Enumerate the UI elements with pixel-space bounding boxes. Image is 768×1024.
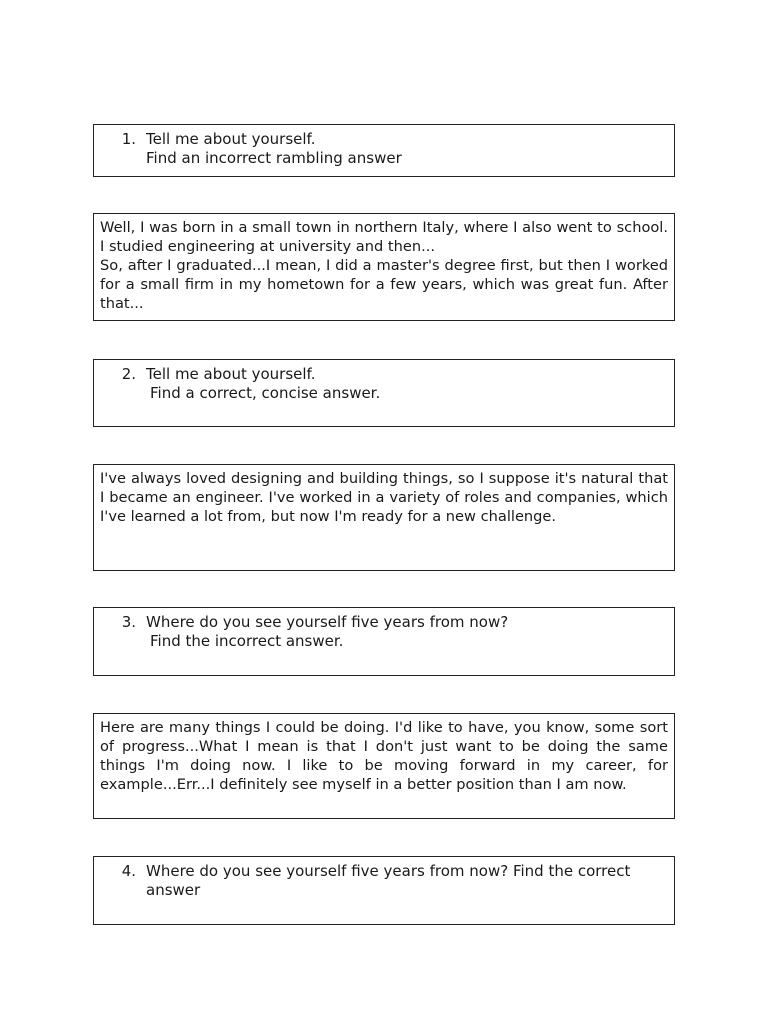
question-text: Tell me about yourself. — [146, 365, 316, 383]
answer-paragraph: Here are many things I could be doing. I'd like to have, you know, some sort of progress...What I mean is that I don't just want to be doing the same things I'm doing now. I like to be moving forward in my career, for example...Err...I definitely see myself in a better position than I am now. — [100, 719, 668, 793]
question-number: 1. — [121, 130, 136, 148]
answer-paragraph: Well, I was born in a small town in northern Italy, where I also went to school. I studied engineering at university and then... — [100, 219, 668, 255]
question-box-3 — [93, 607, 675, 676]
question-instruction: Find an incorrect rambling answer — [146, 149, 402, 167]
question-text: Tell me about yourself. — [146, 130, 316, 148]
answer-paragraph: I've always loved designing and building things, so I suppose it's natural that I became an engineer. I've worked in a variety of roles and companies, which I've learned a lot from, but now I'm ready for a new challenge. — [100, 470, 668, 525]
answer-box-2 — [93, 464, 675, 571]
question-instruction: Find a correct, concise answer. — [150, 384, 381, 402]
question-box-1 — [93, 124, 675, 177]
question-box-4 — [93, 856, 675, 925]
question-text: Where do you see yourself five years from now? — [146, 613, 509, 631]
question-instruction: Find the incorrect answer. — [150, 632, 344, 650]
answer-paragraph: So, after I graduated...I mean, I did a master's degree first, but then I worked for a small firm in my hometown for a few years, which was great fun. After that... — [100, 257, 668, 312]
question-number: 3. — [121, 613, 136, 631]
question-text: Where do you see yourself five years from now? Find the correct answer — [146, 862, 631, 899]
answer-box-1 — [93, 213, 675, 321]
question-box-2 — [93, 359, 675, 427]
question-number: 2. — [121, 365, 136, 383]
question-number: 4. — [121, 862, 136, 880]
answer-box-3 — [93, 713, 675, 819]
